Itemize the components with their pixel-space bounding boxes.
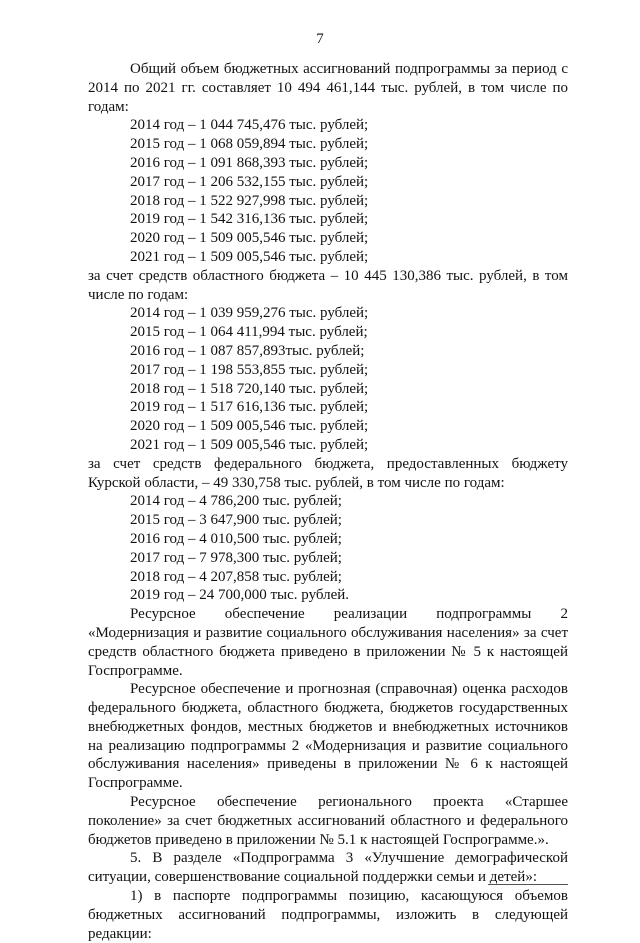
- total-year-2017: 2017 год – 1 206 532,155 тыс. рублей;: [130, 173, 369, 190]
- regional-project-paragraph: Ресурсное обеспечение регионального проекта «Старшее поколение» за счет бюджетных ассигнований областного и федерального бюджетов приведено в приложении № 5.1 к настоящей Госпрограмме.».: [88, 794, 568, 848]
- total-year-2019: 2019 год – 1 542 316,136 тыс. рублей;: [130, 211, 369, 228]
- footer-divider: [488, 884, 568, 885]
- total-year-2020: 2020 год – 1 509 005,546 тыс. рублей;: [130, 230, 369, 247]
- regional-year-2016: 2016 год – 1 087 857,893тыс. рублей;: [130, 342, 365, 359]
- regional-year-2019: 2019 год – 1 517 616,136 тыс. рублей;: [130, 399, 369, 416]
- federal-year-2015: 2015 год – 3 647,900 тыс. рублей;: [130, 512, 342, 529]
- total-by-year-list: [88, 116, 568, 266]
- regional-by-year-list: [88, 304, 568, 454]
- total-year-2016: 2016 год – 1 091 868,393 тыс. рублей;: [130, 154, 369, 171]
- resource-appendix-6-paragraph: Ресурсное обеспечение и прогнозная (справочная) оценка расходов федерального бюджета, областного бюджета, бюджетов государственных внебюджетных фондов, местных бюджетов и внебюджетных источников на реализацию подпрограммы 2 «Модернизация и развитие социального обслуживания населения» приведены в приложении № 6 к настоящей Госпрограмме.: [88, 681, 568, 792]
- federal-year-2018: 2018 год – 4 207,858 тыс. рублей;: [130, 568, 342, 585]
- section-5-paragraph: 5. В разделе «Подпрограмма 3 «Улучшение демографической ситуации, совершенствование социальной поддержки семьи и детей»:: [88, 850, 568, 886]
- total-year-2015: 2015 год – 1 068 059,894 тыс. рублей;: [130, 136, 369, 153]
- regional-year-2017: 2017 год – 1 198 553,855 тыс. рублей;: [130, 361, 369, 378]
- total-year-2014: 2014 год – 1 044 745,476 тыс. рублей;: [130, 117, 369, 134]
- regional-year-2015: 2015 год – 1 064 411,994 тыс. рублей;: [130, 324, 368, 341]
- regional-year-2018: 2018 год – 1 518 720,140 тыс. рублей;: [130, 380, 369, 397]
- total-year-2021: 2021 год – 1 509 005,546 тыс. рублей;: [130, 248, 369, 265]
- federal-year-2014: 2014 год – 4 786,200 тыс. рублей;: [130, 493, 342, 510]
- federal-budget-paragraph: за счет средств федерального бюджета, предоставленных бюджету Курской области, – 49 330,758 тыс. рублей, в том числе по годам:: [88, 455, 568, 491]
- federal-by-year-list: [88, 492, 568, 605]
- regional-year-2020: 2020 год – 1 509 005,546 тыс. рублей;: [130, 418, 369, 435]
- federal-year-2016: 2016 год – 4 010,500 тыс. рублей;: [130, 530, 342, 547]
- federal-year-2017: 2017 год – 7 978,300 тыс. рублей;: [130, 549, 342, 566]
- regional-year-2021: 2021 год – 1 509 005,546 тыс. рублей;: [130, 436, 369, 453]
- resource-appendix-5-paragraph: Ресурсное обеспечение реализации подпрограммы 2 «Модернизация и развитие социального обслуживания населения» за счет средств областного бюджета приведено в приложении № 5 к настоящей Госпрограмме.: [88, 606, 568, 679]
- page-number: 7: [316, 31, 324, 47]
- item-1-paragraph: 1) в паспорте подпрограммы позицию, касающуюся объемов бюджетных ассигнований подпрограммы, изложить в следующей редакции:: [88, 888, 568, 942]
- regional-budget-paragraph: за счет средств областного бюджета – 10 445 130,386 тыс. рублей, в том числе по годам:: [88, 267, 568, 303]
- total-budget-paragraph: Общий объем бюджетных ассигнований подпрограммы за период с 2014 по 2021 гг. составляет 10 494 461,144 тыс. рублей, в том числе по годам:: [88, 61, 568, 115]
- document-body: [88, 60, 568, 943]
- regional-year-2014: 2014 год – 1 039 959,276 тыс. рублей;: [130, 305, 369, 322]
- total-year-2018: 2018 год – 1 522 927,998 тыс. рублей;: [130, 192, 369, 209]
- federal-year-2019: 2019 год – 24 700,000 тыс. рублей.: [130, 587, 350, 604]
